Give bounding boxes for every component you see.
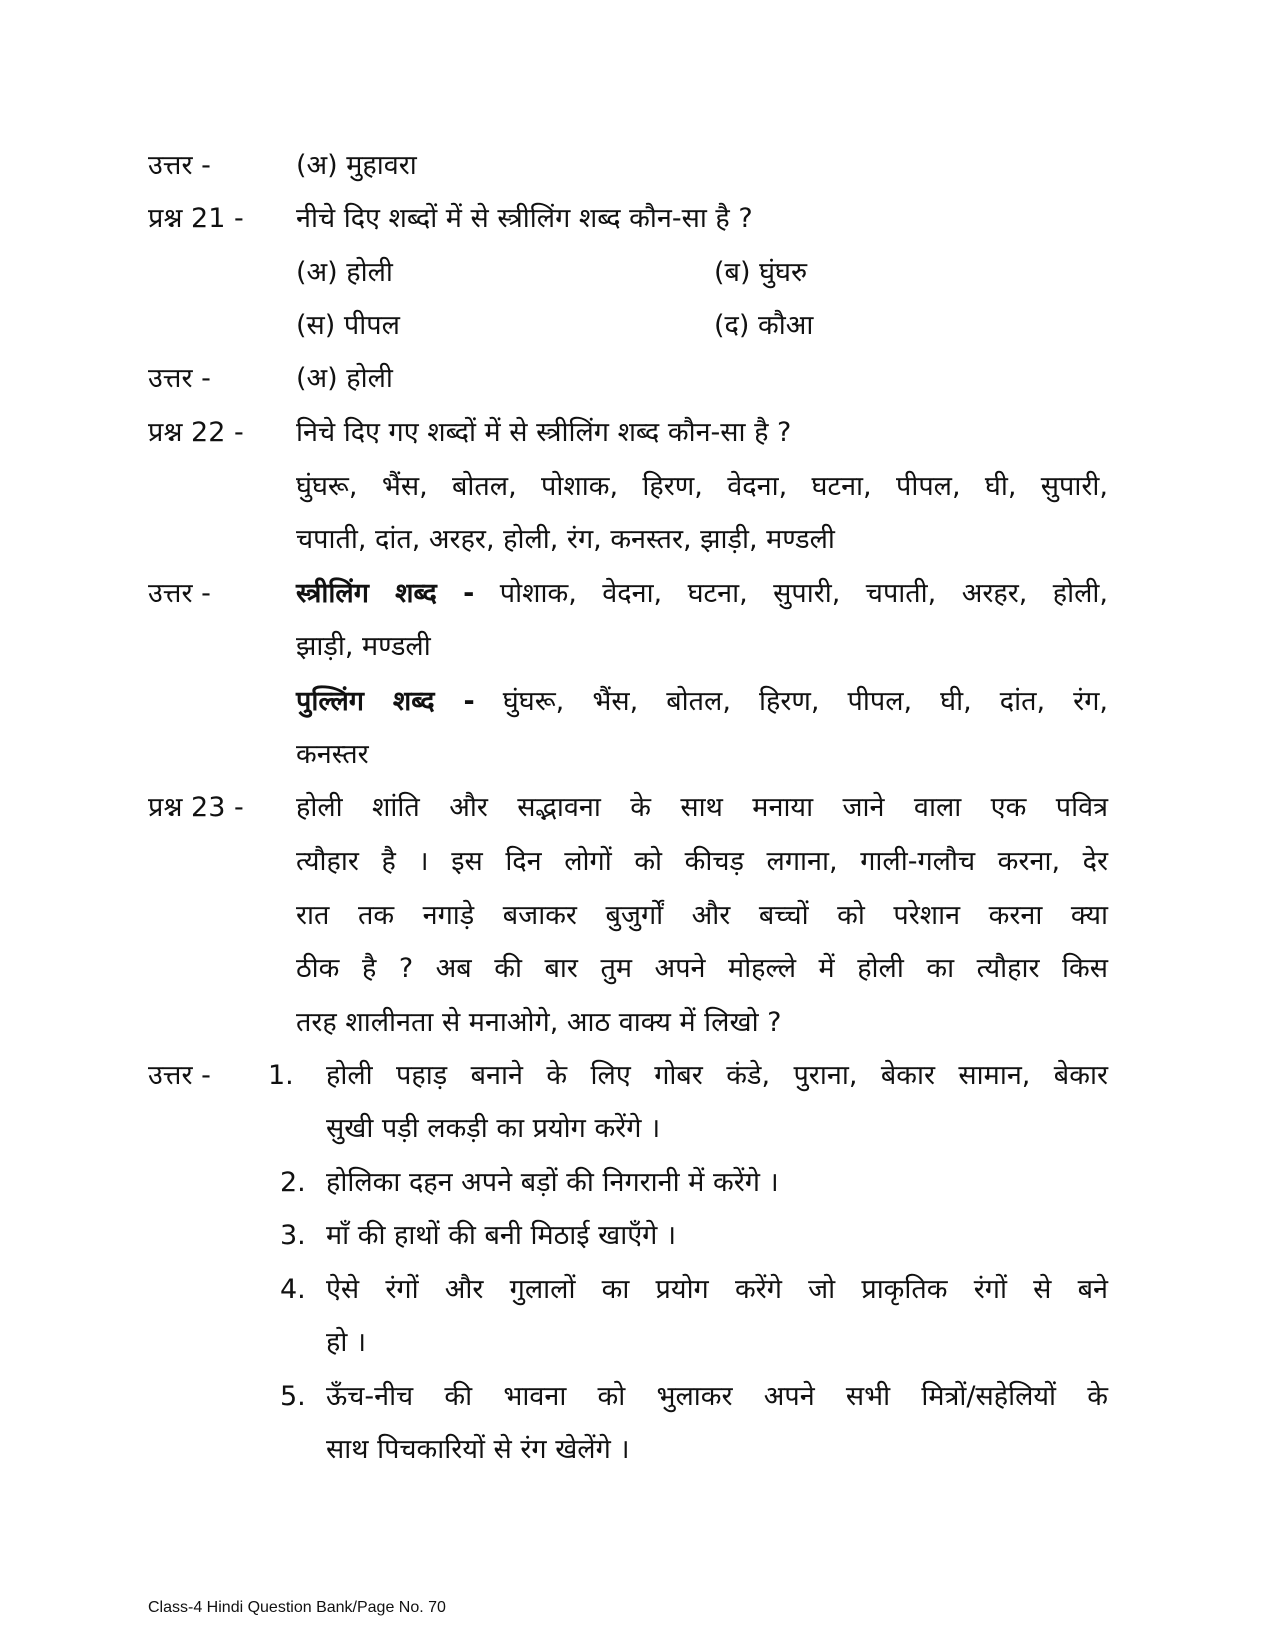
answer-23-item-1-cont [148, 1101, 1108, 1157]
feminine-words [296, 566, 1108, 622]
item-text: ऐसे रंगों और गुलालों का प्रयोग करेंगे जो प्राकृतिक रंगों से बने [326, 1274, 1108, 1305]
question-21 [148, 191, 1108, 247]
answer-text: (अ) होली [296, 363, 393, 394]
question-23-line-4 [148, 941, 1108, 997]
question-label: प्रश्न 21 - [148, 203, 244, 234]
question-label: प्रश्न 23 - [148, 792, 244, 823]
answer-21 [148, 351, 1108, 407]
masculine-label: पुल्लिंग शब्द - [296, 686, 475, 717]
question-22 [148, 405, 1108, 461]
options-row-1 [148, 245, 1108, 301]
item-text: सुखी पड़ी लकड़ी का प्रयोग करेंगे । [326, 1113, 661, 1144]
word-list: घुंघरू, भैंस, बोतल, पोशाक, हिरण, वेदना, घटना, पीपल, घी, सुपारी, [296, 471, 1108, 502]
masculine-words [296, 674, 1108, 730]
question-text-line: रात तक नगाड़े बजाकर बुजुर्गों और बच्चों को परेशान करना क्या [296, 900, 1108, 931]
feminine-list: पोशाक, वेदना, घटना, सुपारी, चपाती, अरहर, होली, [499, 578, 1108, 609]
item-number: 4. [280, 1274, 306, 1305]
question-23-line-2 [148, 834, 1108, 890]
question-text: निचे दिए गए शब्दों में से स्त्रीलिंग शब्द कौन-सा है ? [296, 417, 792, 448]
answer-23-item-1 [148, 1048, 1108, 1104]
item-text: साथ पिचकारियों से रंग खेलेंगे । [326, 1434, 630, 1465]
masculine-line-2 [148, 727, 1108, 783]
answer-label: उत्तर - [148, 363, 211, 394]
question-text-line: तरह शालीनता से मनाओगे, आठ वाक्य में लिखो ? [296, 1007, 782, 1038]
question-label: प्रश्न 22 - [148, 417, 244, 448]
masculine-list: घुंघरू, भैंस, बोतल, हिरण, पीपल, घी, दांत, रंग, [502, 686, 1108, 717]
answer-23-item-4 [148, 1262, 1108, 1318]
word-list-line-2 [148, 512, 1108, 568]
answer-23-item-4-cont [148, 1315, 1108, 1371]
answer-text: (अ) मुहावरा [296, 150, 417, 181]
answer-20 [148, 138, 1108, 194]
answer-23-item-5-cont [148, 1422, 1108, 1478]
item-text: हो । [326, 1327, 367, 1358]
item-text: ऊँच-नीच की भावना को भुलाकर अपने सभी मित्रों/सहेलियों के [326, 1381, 1108, 1412]
item-text: होली पहाड़ बनाने के लिए गोबर कंडे, पुराना, बेकार सामान, बेकार [326, 1060, 1108, 1091]
item-number: 2. [280, 1167, 306, 1198]
question-text: नीचे दिए शब्दों में से स्त्रीलिंग शब्द कौन-सा है ? [296, 203, 753, 234]
answer-23-item-3 [148, 1208, 1108, 1264]
answer-label: उत्तर - [148, 578, 211, 609]
question-23-line-5 [148, 995, 1108, 1051]
word-list-line-1 [148, 459, 1108, 515]
answer-23-item-2 [148, 1155, 1108, 1211]
item-number: 1. [268, 1060, 294, 1091]
feminine-label: स्त्रीलिंग शब्द - [296, 578, 475, 609]
word-list: चपाती, दांत, अरहर, होली, रंग, कनस्तर, झाड़ी, मण्डली [296, 524, 835, 555]
options-row-2 [148, 298, 1108, 354]
item-text: होलिका दहन अपने बड़ों की निगरानी में करेंगे । [326, 1167, 779, 1198]
question-23-line-3 [148, 888, 1108, 944]
option-b: (ब) घुंघरु [714, 257, 808, 288]
answer-23-item-5 [148, 1369, 1108, 1425]
feminine-list-cont: झाड़ी, मण्डली [296, 631, 431, 662]
answer-22-masculine [148, 674, 1108, 730]
item-text: माँ की हाथों की बनी मिठाई खाएँगे । [326, 1220, 677, 1251]
answer-label: उत्तर - [148, 1060, 211, 1091]
question-text-line: होली शांति और सद्भावना के साथ मनाया जाने वाला एक पवित्र [296, 792, 1108, 823]
answer-22-feminine [148, 566, 1108, 622]
answer-label: उत्तर - [148, 150, 211, 181]
question-text-line: त्यौहार है । इस दिन लोगों को कीचड़ लगाना, गाली-गलौच करना, देर [296, 846, 1108, 877]
page-footer: Class-4 Hindi Question Bank/Page No. 70 [148, 1599, 446, 1616]
item-number: 5. [280, 1381, 306, 1412]
option-c: (स) पीपल [296, 310, 400, 341]
feminine-line-2 [148, 619, 1108, 675]
item-number: 3. [280, 1220, 306, 1251]
question-text-line: ठीक है ? अब की बार तुम अपने मोहल्ले में होली का त्यौहार किस [296, 953, 1108, 984]
option-a: (अ) होली [296, 257, 393, 288]
option-d: (द) कौआ [714, 310, 814, 341]
masculine-list-cont: कनस्तर [296, 739, 369, 770]
question-23 [148, 780, 1108, 836]
